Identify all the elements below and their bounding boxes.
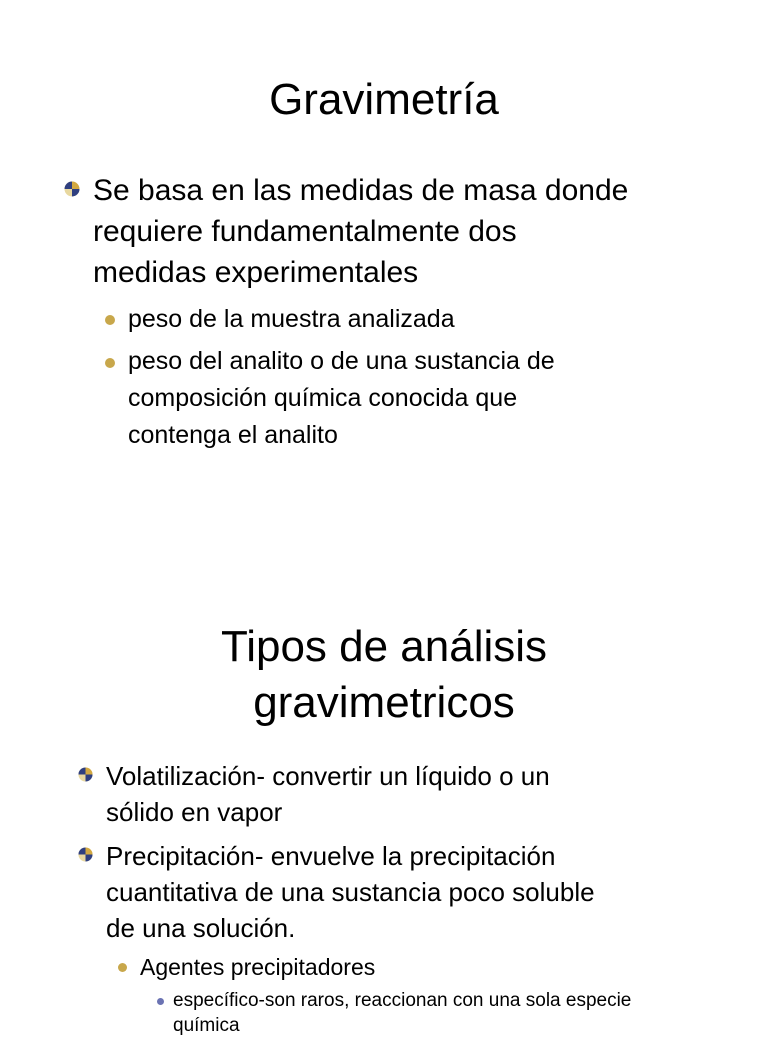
slide1-title: Gravimetría xyxy=(269,75,499,124)
slide1-subitem-line: peso de la muestra analizada xyxy=(128,305,455,333)
slide2-title-line: Tipos de análisis xyxy=(220,622,548,671)
slide1-subitem-line: contenga el analito xyxy=(128,421,338,449)
slide2-subitem-line: Agentes precipitadores xyxy=(140,954,376,980)
quadrant-bullet-icon xyxy=(78,767,93,782)
slide1-subitem-line: composición química conocida que xyxy=(128,384,518,412)
slide2-title-line: gravimetricos xyxy=(253,678,515,727)
gold-bullet-icon xyxy=(105,358,115,368)
gold-bullet-icon xyxy=(105,315,115,325)
slide2-subsubitem-line: específico-son raros, reaccionan con una sola especie xyxy=(173,990,632,1011)
slide1-subitem-line: peso del analito o de una sustancia de xyxy=(128,347,555,375)
slide1-bullet-line: medidas experimentales xyxy=(93,256,419,289)
slide2-bullet-line: cuantitativa de una sustancia poco soluble xyxy=(106,877,595,907)
purple-bullet-icon xyxy=(157,998,164,1005)
slide2-bullet-line: Precipitación- envuelve la precipitación xyxy=(106,841,556,871)
gold-bullet-icon xyxy=(118,963,127,972)
slide2-bullet-line: sólido en vapor xyxy=(106,797,283,827)
slide2-bullet-line: de una solución. xyxy=(106,913,296,943)
slide1-bullet-line: requiere fundamentalmente dos xyxy=(93,215,517,248)
quadrant-bullet-icon xyxy=(78,847,93,862)
slide2-bullet-line: Volatilización- convertir un líquido o un xyxy=(106,761,550,791)
quadrant-bullet-icon xyxy=(64,181,80,197)
slide1-bullet-line: Se basa en las medidas de masa donde xyxy=(93,174,629,207)
slide2-subsubitem-line: química xyxy=(173,1015,240,1036)
